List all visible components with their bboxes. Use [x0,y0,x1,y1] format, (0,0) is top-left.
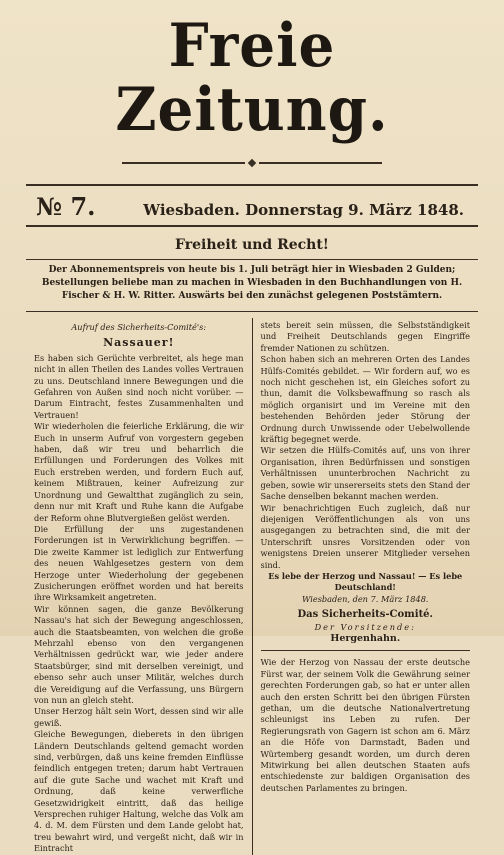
paragraph: Es haben sich Gerüchte verbreitet, als hege man nicht in allen Theilen des Landes volles Vertrauen zu uns. Deutschland innere Bewegungen und die Gefahren von Außen sind noch nicht vorüber. — Darum Eintracht, festes Zusammenhalten und Vertrauen! [34,352,244,420]
signature-role: Der Vorsitzende: [314,621,416,632]
article-columns [26,312,478,855]
signature-name: Hergenhahn. [330,632,401,644]
dateline-signature: Wiesbaden, den 7. März 1848. [301,593,429,604]
paragraph: Unser Herzog hält sein Wort, dessen sind wir alle gewiß. [34,706,244,728]
cheer-line: Es lebe der Herzog und Nassau! — Es lebe Deutschland! [268,570,463,593]
paragraph: stets bereit sein müssen, die Selbstständigkeit und Freiheit Deutschlands gegen Eingriffe fremder Nationen zu schützen. [260,320,470,353]
paragraph: Wir benachrichtigen Euch zugleich, daß nur diejenigen Veröffentlichungen als von uns ausgegangen zu betrachten sind, die mit der Unterschrift unsres Vorsitzenden oder von wenigstens Dreien unserer Mitglieder versehen sind. [260,502,470,570]
paragraph: Wie der Herzog von Nassau der erste deutsche Fürst war, der seinem Volk die Gewährung seiner gerechten Forderungen gab, so hat er unter allen auch den ersten Schritt bei den übrigen Fürsten gethan, um die deutsche Nationalvertretung schleunigst ins Leben zu rufen. Der Regierungsrath von Gagern ist schon am 6. März an die Höfe von Darmstadt, Baden und Würtemberg gesandt worden, um durch deren Mitwirkung bei allen deutschen Staaten aufs entschiedenste zur baldigen Organisation des deutschen Parlamentes zu bringen. [260,657,470,793]
appeal-heading: Nassauer! [103,336,175,350]
issue-number: № 7. [36,192,96,221]
paragraph: Die Erfüllung der uns zugestandenen Forderungen ist in Verwirklichung begriffen. — Die zweite Kammer ist lediglich zur Entwerfung des neuen Wahlgesetzes gestern von dem Herzoge unter Wiederholung der gegebenen Zusicherungen eröffnet worden und hat bereits ihre Wirksamkeit angetreten. [34,523,244,603]
subscription-notice: Der Abonnementspreis von heute bis 1. Juli beträgt hier in Wiesbaden 2 Gulden; Bestellungen beliebe man zu machen in Wiesbaden in den Buchhandlungen von H. Fischer & H. W. Ritter. Auswärts bei den zunächst gelegenen Poststämtern. [41,265,463,301]
paragraph: Wir setzen die Hülfs-Comités auf, uns von ihrer Organisation, ihren Bedürfnissen und sonstigen Verhältnissen ununterbrochen Nachricht zu geben, sowie wir unsererseits stets den Stand der Sache denselben bekannt machen werden. [260,445,470,502]
paragraph: Wir können sagen, die ganze Bevölkerung Nassau's hat sich der Bewegung angeschlossen, auch die Staatsbeamten, von welchen die große Mehrzahl ebenso von den vergangenen Verhältnissen gedrückt war, wie jeder andere Staatsbürger, sind mit derselben vereinigt, und ebenso sehr auch unser Militär, welches durch die Vereidigung auf die Verfassung, uns Bürgern von nun an gleich steht. [34,603,244,705]
place-date: Wiesbaden. Donnerstag 9. März 1848. [143,201,464,219]
headline: Freiheit und Recht! [175,237,329,253]
right-column [253,312,479,855]
dateline-rule [26,225,478,227]
paragraph: Wir wiederholen die feierliche Erklärung, die wir Euch in unserm Aufruf von vorgestern gegeben haben, daß wir treu und beharrlich die Erfüllungen und Forderungen des Volkes mit Euch erstreben werden, und fordern Euch auf, keinem Mißtrauen, keiner Aufreizung zur Unordnung und Gewaltthat zugänglich zu sein, denn nur mit Kraft und Ruhe kann die Aufgabe der Reform ohne Blutvergießen gelöst werden. [34,421,244,523]
masthead-title: Freie Zeitung. [115,11,389,145]
paragraph: Gleiche Bewegungen, dieberets in den übrigen Ländern Deutschlands geltend gemacht worden sind, verbürgen, daß uns keine fremden Einflüsse feindlich entgegen treten; darum habt Vertrauen auf die gute Sache und wachet mit Kraft und Ordnung, daß keine verwerfliche Gesetzwidrigkeit eintritt, daß das heilige Versprechen ruhiger Haltung, welche das Volk am 4. d. M. dem Fürsten und dem Lande gelobt hat, treu bewahrt wird, und vergeßt nicht, daß wir in Eintracht [34,729,244,854]
section-rule [261,650,471,651]
paragraph: Schon haben sich an mehreren Orten des Landes Hülfs-Comités gebildet. — Wir fordern auf, wo es noch nicht geschehen ist, ein Gleiches sofort zu thun, damit die Volksbewaffnung so rasch als möglich organisirt und im Vereine mit den bestehenden Behörden jeder Störung der Ordnung durch Unwissende oder Uebelwollende kräftig begegnet werde. [260,354,470,445]
signature-org: Das Sicherheits-Comité. [297,609,434,621]
masthead-ornament [122,160,382,166]
dateline [12,186,492,225]
left-column [26,312,252,855]
appeal-title: Aufruf des Sicherheits-Comité's: [71,322,207,332]
